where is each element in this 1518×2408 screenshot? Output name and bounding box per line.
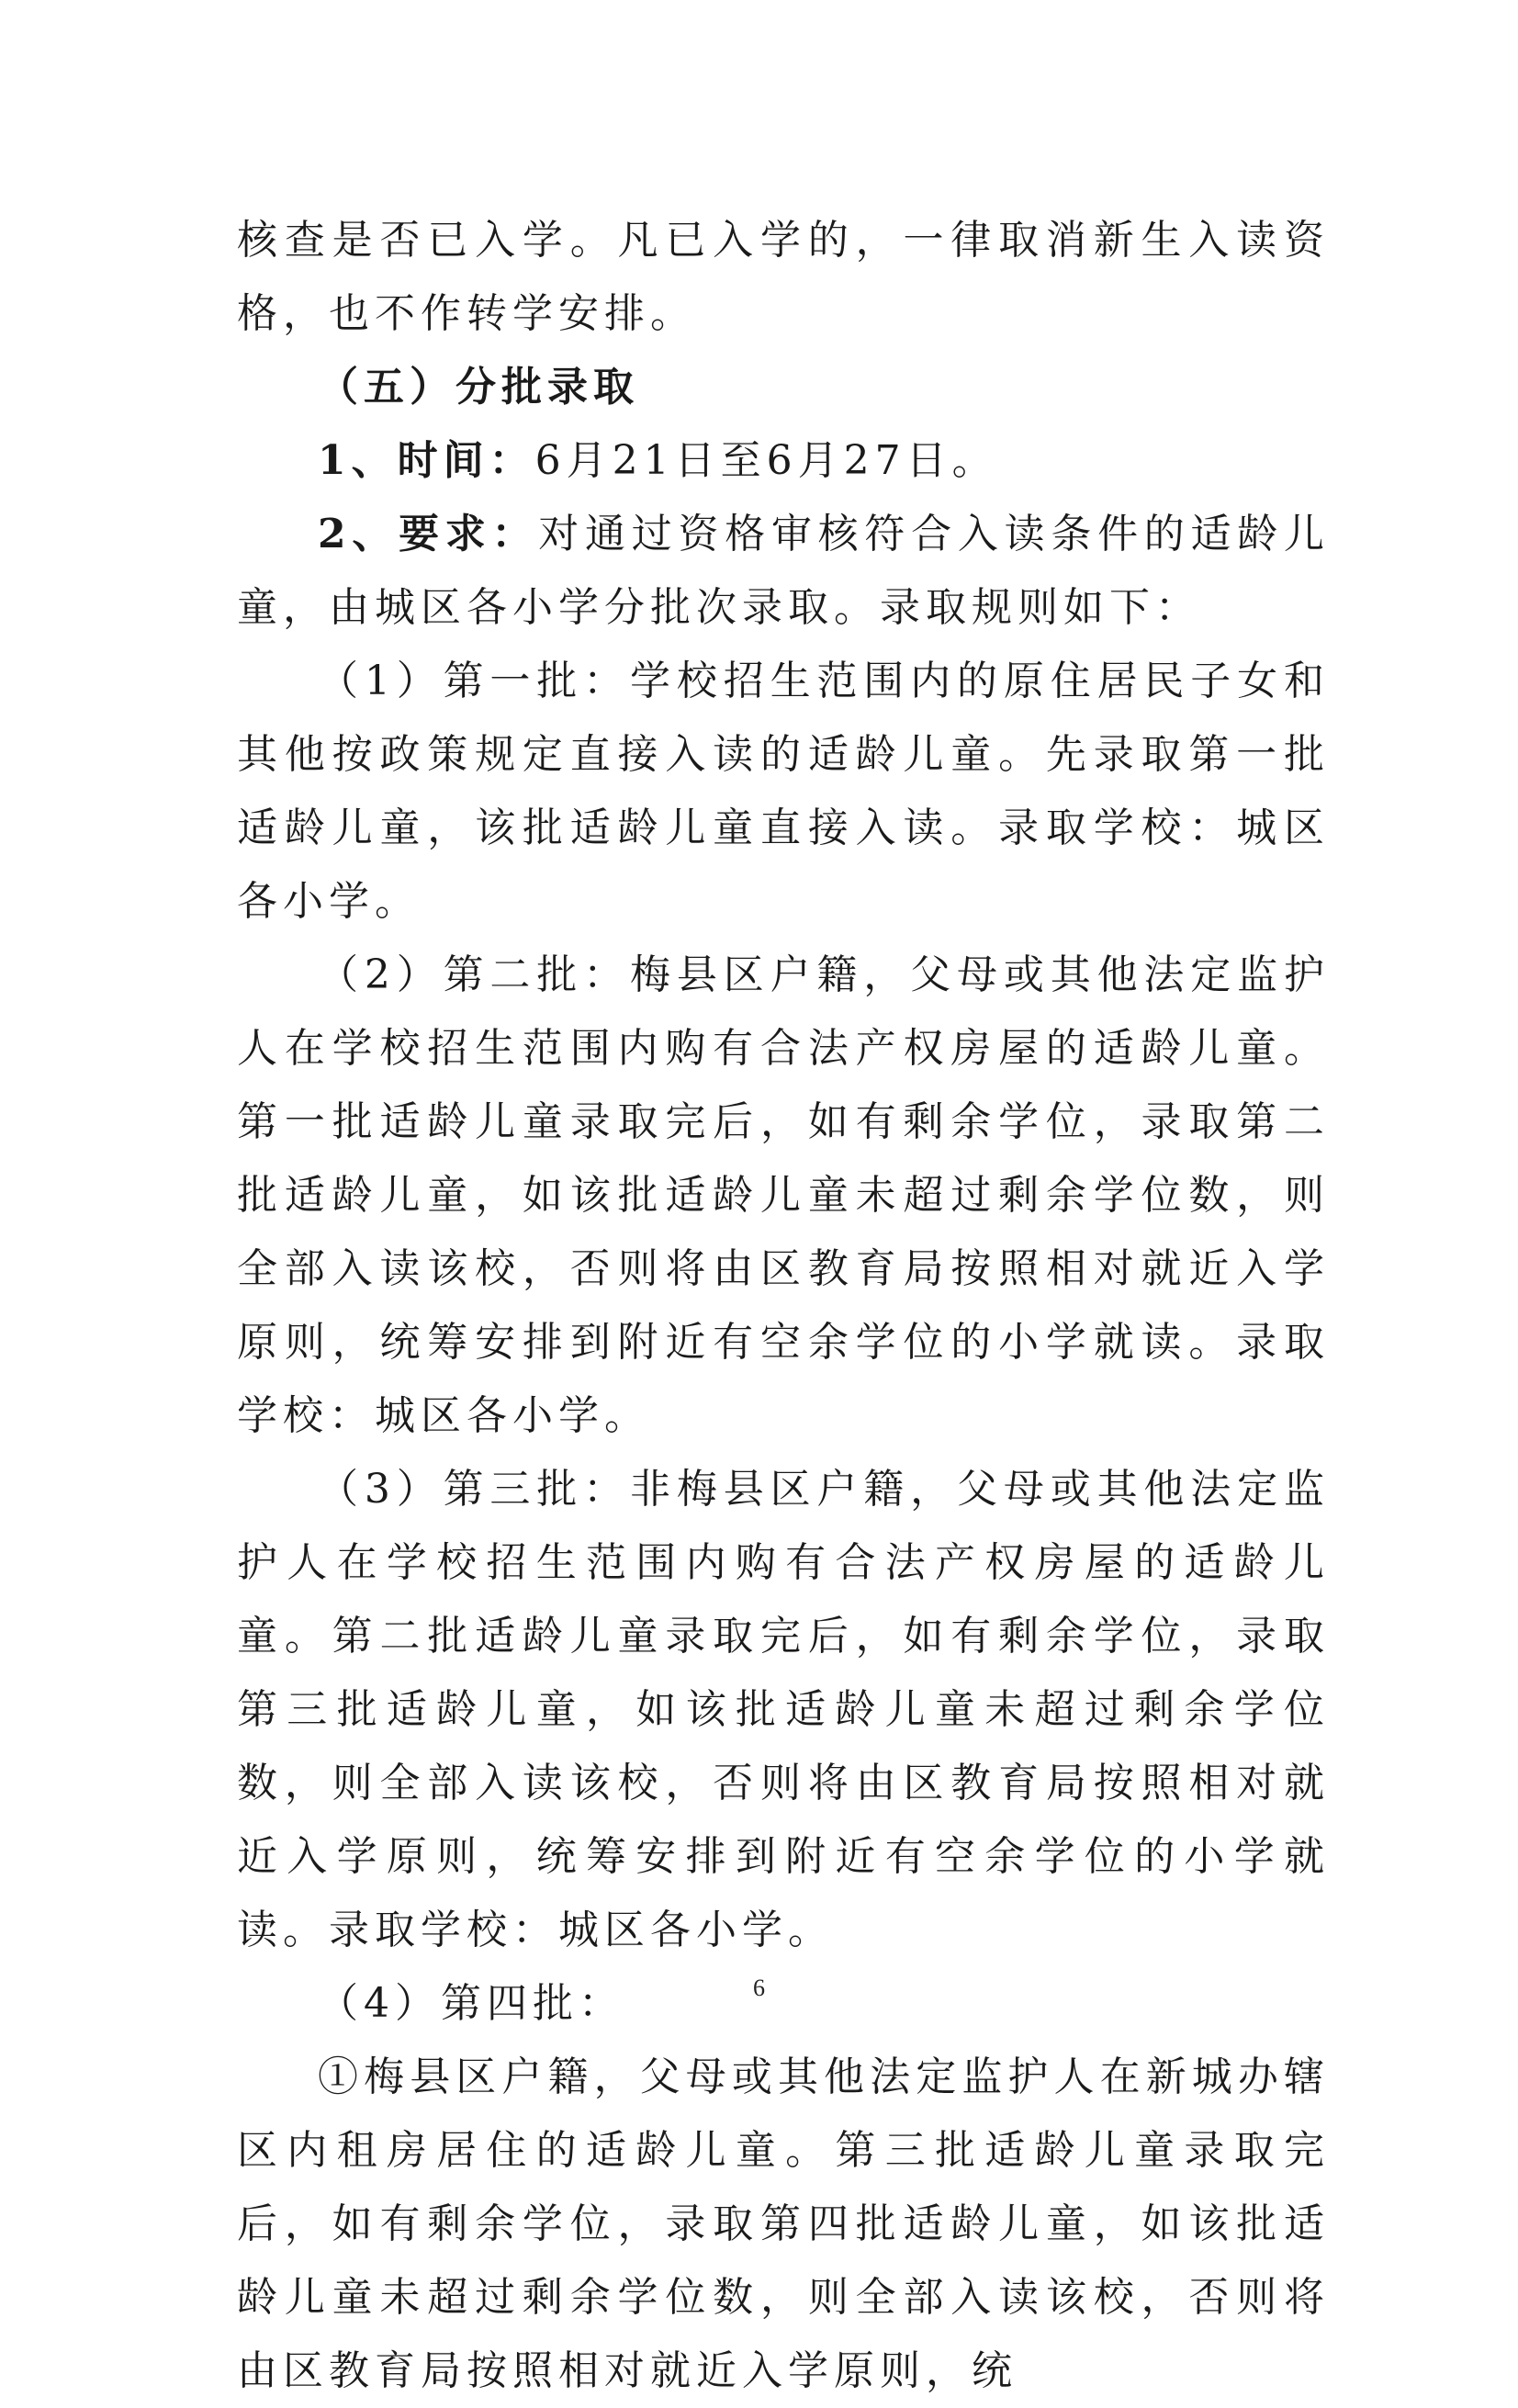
paragraph-batch-1: （1）第一批：学校招生范围内的原住居民子女和其他按政策规定直接入读的适龄儿童。先录取第一批适龄儿童，该批适龄儿童直接入读。录取学校：城区各小学。 bbox=[237, 658, 1330, 925]
section-heading-batch-admission: （五）分批录取 bbox=[318, 364, 639, 411]
requirements-label: 2、要求： bbox=[318, 511, 539, 557]
paragraph-batch-4-item-1: ①梅县区户籍，父母或其他法定监护人在新城办辖区内租房居住的适龄儿童。第三批适龄儿童录取完后，如有剩余学位，录取第四批适龄儿童，如该批适龄儿童未超过剩余学位数，则全部入读该校，否则将由区教育局按照相对就近入学原则，统 bbox=[237, 2054, 1330, 2394]
time-label: 1、时间： bbox=[318, 437, 535, 484]
paragraph-time bbox=[237, 424, 1330, 498]
paragraph-batch-3: （3）第三批：非梅县区户籍，父母或其他法定监护人在学校招生范围内购有合法产权房屋的适龄儿童。第二批适龄儿童录取完后，如有剩余学位，录取第三批适龄儿童，如该批适龄儿童未超过剩余学位数，则全部入读该校，否则将由区教育局按照相对就近入学原则，统筹安排到附近有空余学位的小学就读。录取学校：城区各小学。 bbox=[237, 1466, 1330, 1953]
paragraph-requirements bbox=[237, 498, 1330, 645]
paragraph-batch-4-heading: （4）第四批： bbox=[318, 1980, 624, 2027]
document-body bbox=[237, 204, 1330, 2408]
paragraph-continuation: 核查是否已入学。凡已入学的，一律取消新生入读资格，也不作转学安排。 bbox=[237, 217, 1330, 337]
time-text: 6月21日至6月27日。 bbox=[534, 437, 998, 484]
paragraph-batch-2: （2）第二批：梅县区户籍，父母或其他法定监护人在学校招生范围内购有合法产权房屋的适龄儿童。第一批适龄儿童录取完后，如有剩余学位，录取第二批适龄儿童，如该批适龄儿童未超过剩余学位数，则全部入读该校，否则将由区教育局按照相对就近入学原则，统筹安排到附近有空余学位的小学就读。录取学校：城区各小学。 bbox=[237, 951, 1330, 1439]
page-number: 6 bbox=[753, 1975, 765, 2001]
requirements-text: 对通过资格审核符合入读条件的适龄儿童，由城区各小学分批次录取。录取规则如下： bbox=[237, 511, 1330, 631]
